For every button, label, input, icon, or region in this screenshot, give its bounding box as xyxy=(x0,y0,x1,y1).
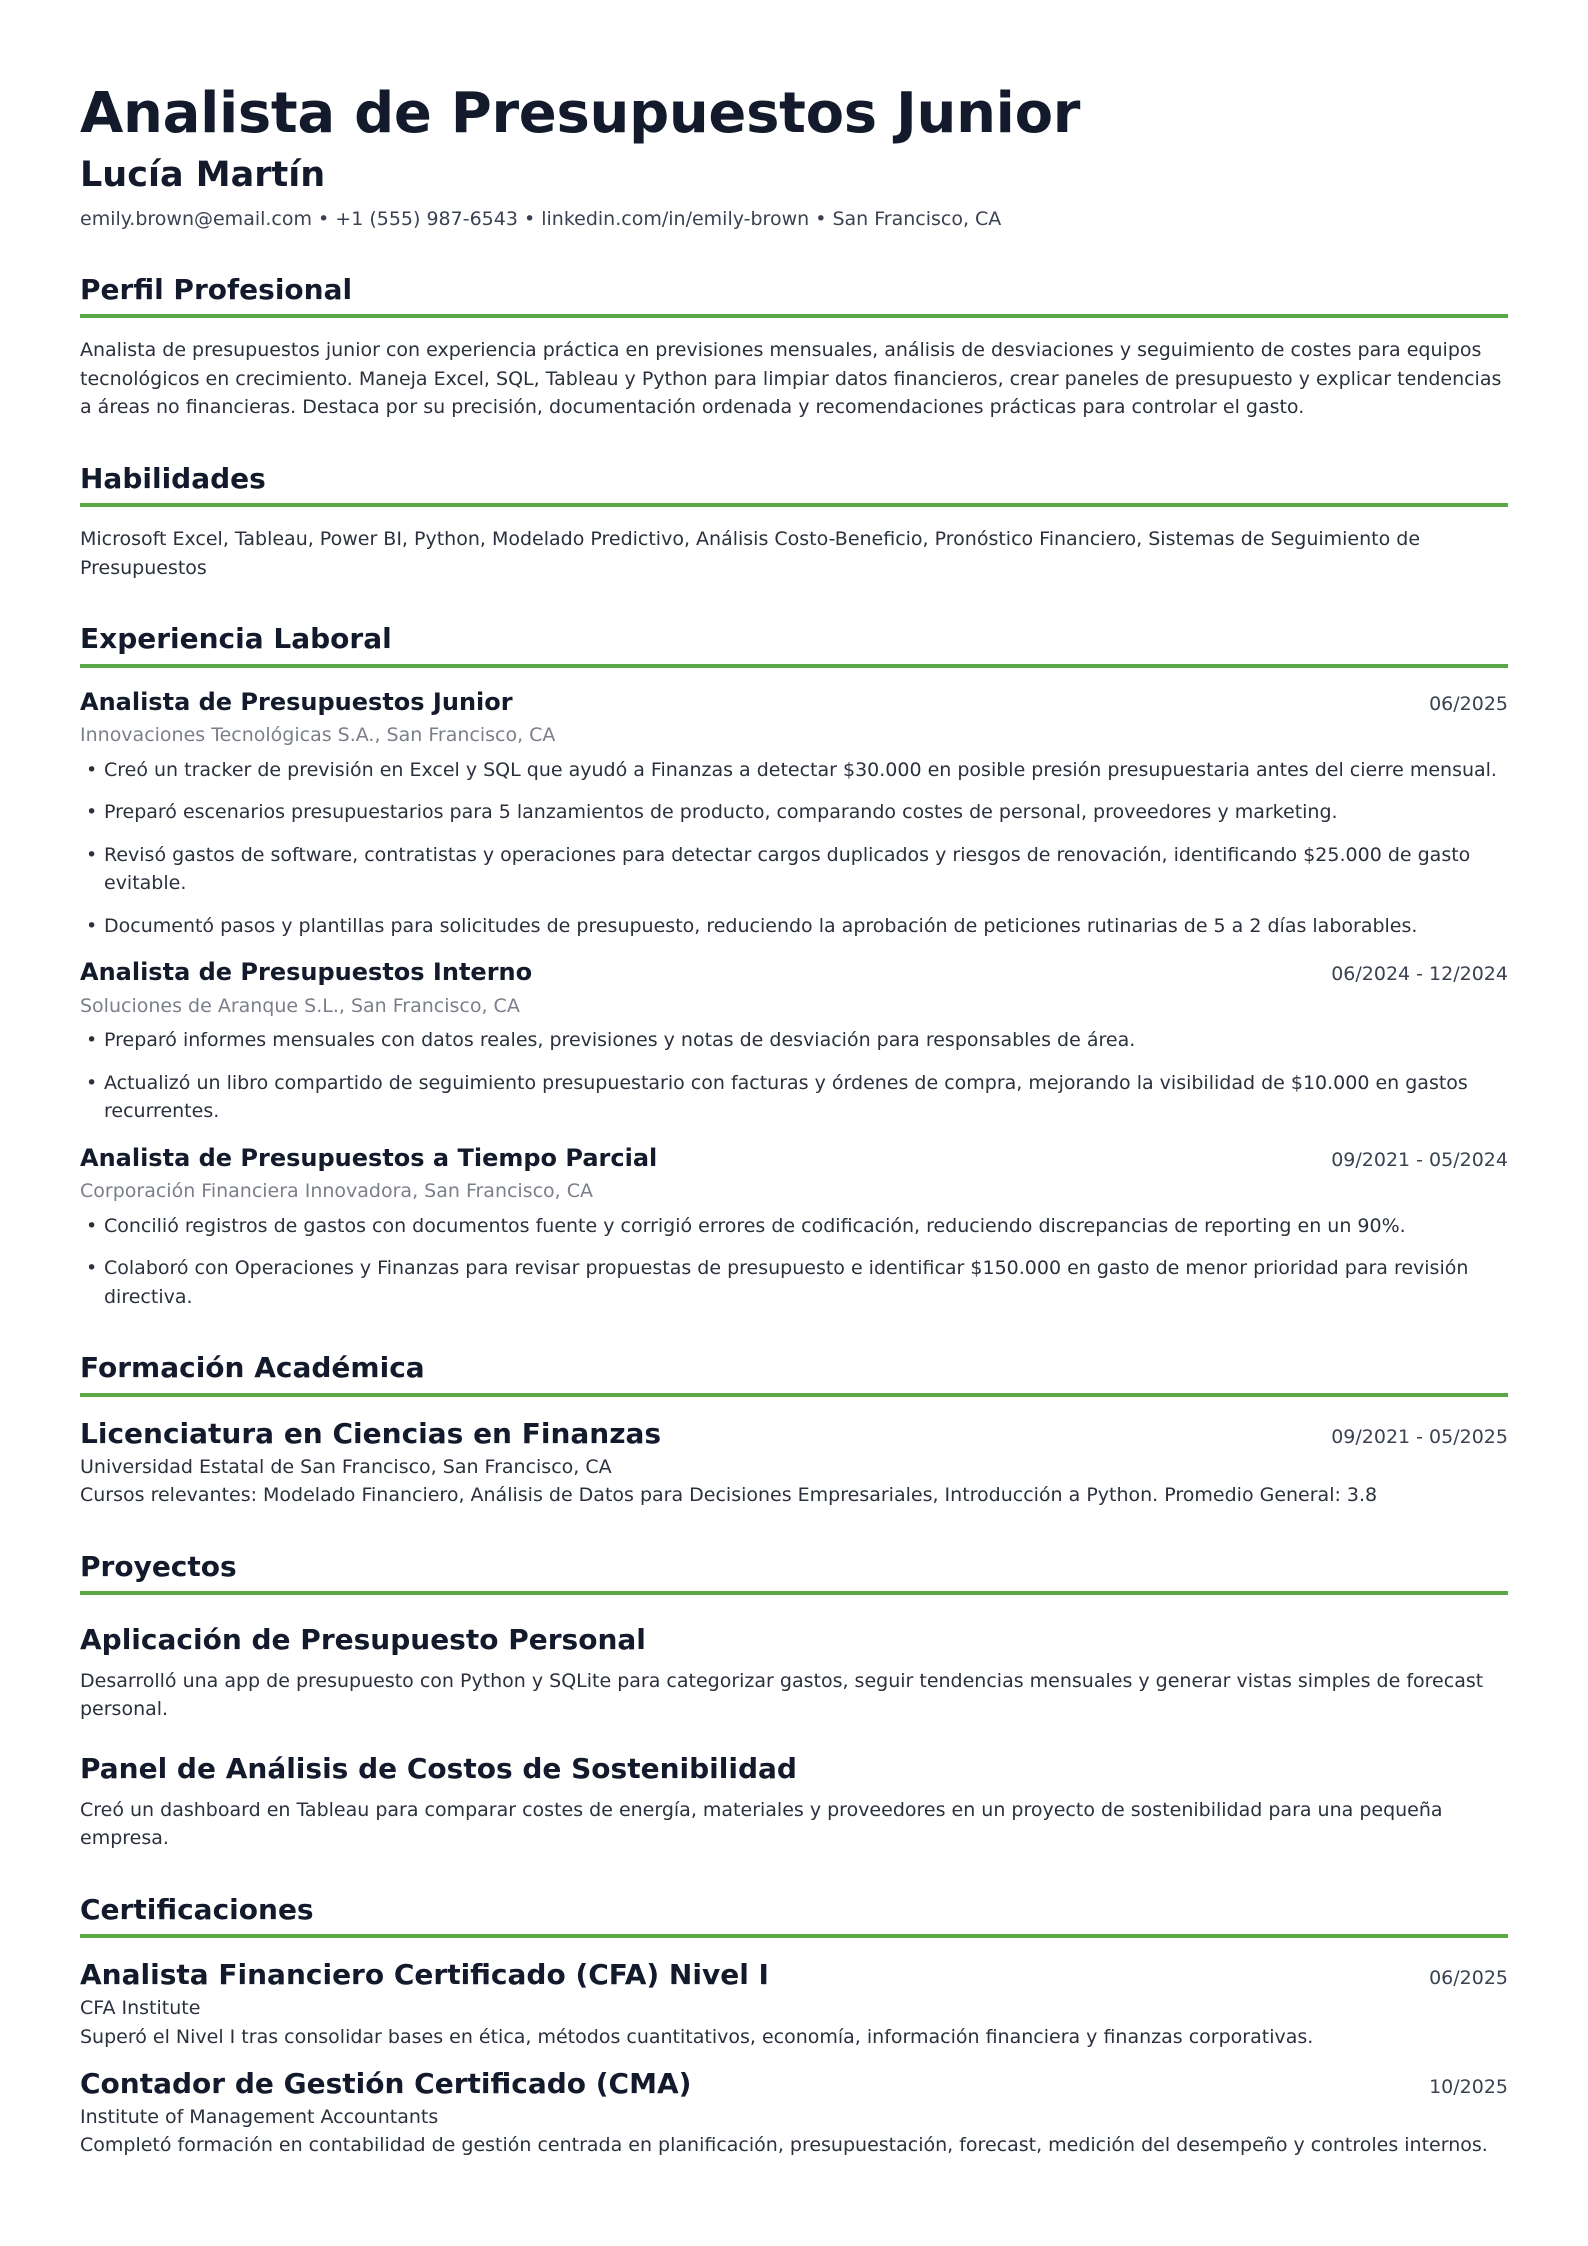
education-details: Cursos relevantes: Modelado Financiero, Análisis de Datos para Decisiones Empresariales, Introducción a Python. Promedio General: 3.8 xyxy=(80,1484,1378,1506)
project-title: Aplicación de Presupuesto Personal xyxy=(80,1623,646,1657)
job-entry xyxy=(80,956,1508,1125)
job-date: 09/2021 - 05/2024 xyxy=(1331,1148,1508,1171)
bullet-text: Revisó gastos de software, contratistas y operaciones para detectar cargos duplicados y riesgos de renovación, identificando $25.000 de gasto evitable. xyxy=(104,843,1471,895)
job-entry xyxy=(80,686,1508,940)
job-title: Analista de Presupuestos a Tiempo Parcial xyxy=(80,1143,658,1172)
bullet-text: Creó un tracker de previsión en Excel y SQL que ayudó a Finanzas a detectar $30.000 en posible presión presupuestaria antes del cierre mensual. xyxy=(104,758,1497,781)
job-bullet xyxy=(80,756,1508,785)
job-title: Analista de Presupuestos Interno xyxy=(80,958,533,987)
bullet-text: Preparó escenarios presupuestarios para 5 lanzamientos de producto, comparando costes de personal, proveedores y marketing. xyxy=(104,801,1338,824)
bullet-icon: • xyxy=(86,801,98,824)
job-bullets xyxy=(80,1212,1508,1312)
certification-entry xyxy=(80,1956,1508,2051)
certification-issuer: CFA Institute xyxy=(80,1997,201,2020)
certification-date: 10/2025 xyxy=(1429,2076,1508,2099)
section-heading-education: Formación Académica xyxy=(80,1351,1508,1397)
certification-title: Contador de Gestión Certificado (CMA) xyxy=(80,2067,692,2101)
section-projects xyxy=(80,1550,1508,1853)
project-text: Desarrolló una app de presupuesto con Python y SQLite para categorizar gastos, seguir tendencias mensuales y generar vistas simples de forecast personal. xyxy=(80,1669,1484,1721)
job-bullet xyxy=(80,1254,1508,1311)
resume-title: Analista de Presupuestos Junior xyxy=(80,81,1081,146)
certification-text: Superó el Nivel I tras consolidar bases en ética, métodos cuantitativos, economía, información financiera y finanzas corporativas. xyxy=(80,2025,1314,2048)
job-company: Innovaciones Tecnológicas S.A., San Francisco, CA xyxy=(80,724,556,747)
candidate-name: Lucía Martín xyxy=(80,155,326,196)
section-skills xyxy=(80,462,1508,583)
bullet-icon: • xyxy=(86,1071,98,1094)
section-certifications xyxy=(80,1893,1508,2160)
bullet-text: Colaboró con Operaciones y Finanzas para revisar propuestas de presupuesto e identificar $150.000 en gasto de menor prioridad para revisión directiva. xyxy=(104,1257,1469,1308)
job-bullet xyxy=(80,1026,1508,1055)
bullet-text: Preparó informes mensuales con datos reales, previsiones y notas de desviación para responsables de área. xyxy=(104,1029,1136,1052)
skills-text: Microsoft Excel, Tableau, Power BI, Python, Modelado Predictivo, Análisis Costo-Beneficio, Pronóstico Financiero, Sistemas de Seguimiento de Presupuestos xyxy=(80,528,1421,579)
section-heading-skills: Habilidades xyxy=(80,462,1508,508)
project-title: Panel de Análisis de Costos de Sostenibilidad xyxy=(80,1751,797,1785)
job-bullets xyxy=(80,1026,1508,1126)
bullet-text: Actualizó un libro compartido de seguimiento presupuestario con facturas y órdenes de compra, mejorando la visibilidad de $10.000 en gastos recurrentes. xyxy=(104,1071,1468,1123)
degree-title: Licenciatura en Ciencias en Finanzas xyxy=(80,1416,662,1450)
bullet-text: Concilió registros de gastos con documentos fuente y corrigió errores de codificación, reduciendo discrepancias de reporting en un 90%. xyxy=(104,1214,1406,1237)
job-bullet xyxy=(80,1212,1508,1241)
section-heading-experience: Experiencia Laboral xyxy=(80,622,1508,668)
section-heading-certifications: Certificaciones xyxy=(80,1893,1508,1939)
bullet-icon: • xyxy=(86,914,98,937)
job-company: Corporación Financiera Innovadora, San Francisco, CA xyxy=(80,1180,594,1203)
project-text: Creó un dashboard en Tableau para comparar costes de energía, materiales y proveedores en un proyecto de sostenibilidad para una pequeña empresa. xyxy=(80,1798,1443,1850)
certification-title: Analista Financiero Certificado (CFA) Nivel I xyxy=(80,1958,769,1992)
certification-date: 06/2025 xyxy=(1429,1967,1508,1990)
section-heading-profile: Perfil Profesional xyxy=(80,273,1508,319)
job-title: Analista de Presupuestos Junior xyxy=(80,687,513,716)
bullet-icon: • xyxy=(86,1257,98,1280)
section-heading-projects: Proyectos xyxy=(80,1550,1508,1596)
job-bullet xyxy=(80,912,1508,941)
bullet-icon: • xyxy=(86,843,98,866)
bullet-icon: • xyxy=(86,758,98,781)
certification-issuer: Institute of Management Accountants xyxy=(80,2105,439,2128)
education-date: 09/2021 - 05/2025 xyxy=(1331,1425,1508,1448)
job-company: Soluciones de Aranque S.L., San Francisco, CA xyxy=(80,994,520,1017)
job-date: 06/2025 xyxy=(1429,692,1508,715)
section-profile xyxy=(80,273,1508,422)
job-date: 06/2024 - 12/2024 xyxy=(1331,963,1508,986)
bullet-text: Documentó pasos y plantillas para solicitudes de presupuesto, reduciendo la aprobación de peticiones rutinarias de 5 a 2 días laborables. xyxy=(104,914,1418,937)
project-entry xyxy=(80,1621,1508,1724)
certification-entry xyxy=(80,2065,1508,2160)
job-entry xyxy=(80,1142,1508,1311)
bullet-icon: • xyxy=(86,1029,98,1052)
bullet-icon: • xyxy=(86,1214,98,1237)
project-entry xyxy=(80,1750,1508,1853)
certification-text: Completó formación en contabilidad de gestión centrada en planificación, presupuestación, forecast, medición del desempeño y controles internos. xyxy=(80,2134,1488,2157)
section-experience xyxy=(80,622,1508,1311)
school-name: Universidad Estatal de San Francisco, San Francisco, CA xyxy=(80,1455,612,1478)
job-bullets xyxy=(80,756,1508,941)
job-bullet xyxy=(80,798,1508,827)
profile-text: Analista de presupuestos junior con experiencia práctica en previsiones mensuales, análisis de desviaciones y seguimiento de costes para equipos tecnológicos en crecimiento. Maneja Excel, SQL, Tableau y Python para limpiar datos financieros, crear paneles de presupuesto y explicar tendencias a áreas no financieras. Destaca por su precisión, documentación ordenada y recomendaciones prácticas para controlar el gasto. xyxy=(80,339,1502,419)
contact-line: emily.brown@email.com • +1 (555) 987-6543 • linkedin.com/in/emily-brown • San Francisco, CA xyxy=(80,208,1002,231)
section-education xyxy=(80,1351,1508,1509)
job-bullet xyxy=(80,1069,1508,1126)
job-bullet xyxy=(80,841,1508,898)
